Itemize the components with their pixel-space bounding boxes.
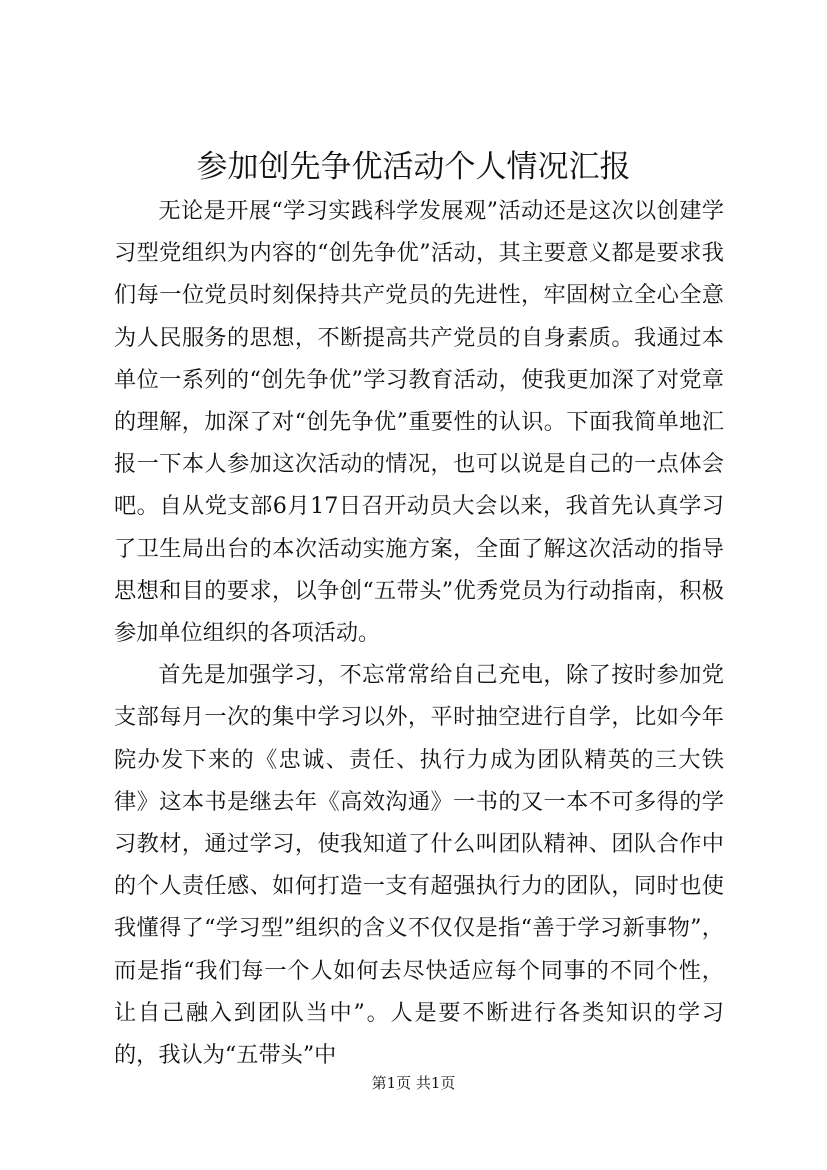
- paragraph-2: 首先是加强学习，不忘常常给自己充电，除了按时参加党支部每月一次的集中学习以外，平时抽空进行自学，比如今年院办发下来的《忠诚、责任、执行力成为团队精英的三大铁律》这本书是继去年《高效沟通》一书的又一本不可多得的学习教材，通过学习，使我知道了什么叫团队精神、团队合作中的个人责任感、如何打造一支有超强执行力的团队，同时也使我懂得了“学习型”组织的含义不仅仅是指“善于学习新事物”，而是指“我们每一个人如何去尽快适应每个同事的不同个性，让自己融入到团队当中”。人是要不断进行各类知识的学习的，我认为“五带头”中: [114, 662, 724, 1069]
- page-number-footer: 第1页 共1页: [371, 1074, 456, 1092]
- document-title: 参加创先争优活动个人情况汇报: [196, 149, 631, 185]
- document-body: [114, 190, 724, 1076]
- paragraph-1: 无论是开展“学习实践科学发展观”活动还是这次以创建学习型党组织为内容的“创先争优”活动，其主要意义都是要求我们每一位党员时刻保持共产党员的先进性，牢固树立全心全意为人民服务的思想，不断提高共产党员的自身素质。我通过本单位一系列的“创先争优”学习教育活动，使我更加深了对党章的理解，加深了对“创先争优”重要性的认识。下面我简单地汇报一下本人参加这次活动的情况，也可以说是自己的一点体会吧。自从党支部6月17日召开动员大会以来，我首先认真学习了卫生局出台的本次活动实施方案，全面了解这次活动的指导思想和目的要求，以争创“五带头”优秀党员为行动指南，积极参加单位组织的各项活动。: [114, 198, 724, 647]
